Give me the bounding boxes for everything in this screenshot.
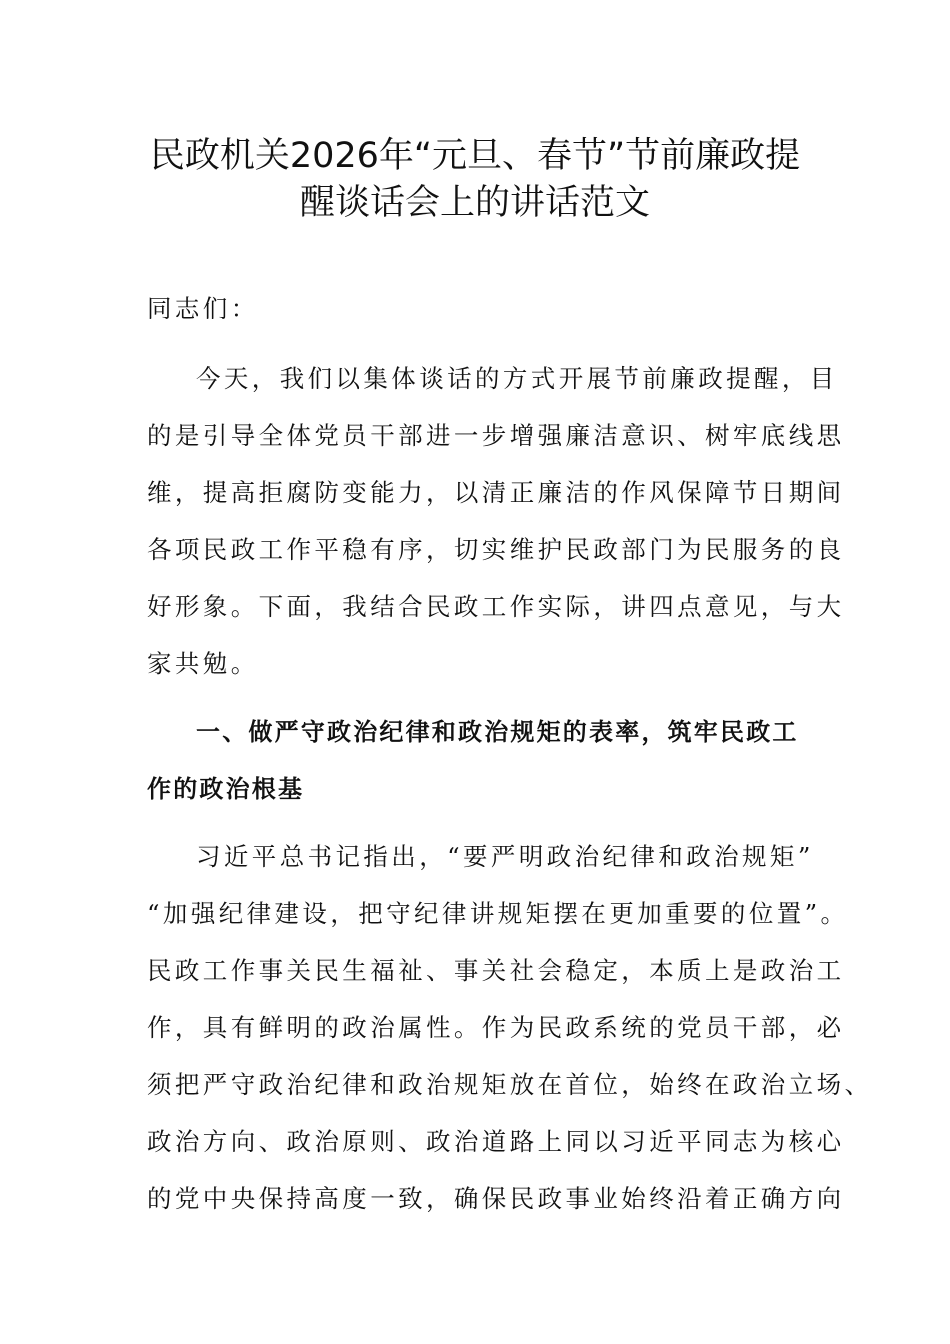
paragraph-2-line: 政治方向、政治原则、政治道路上同以习近平同志为核心 [147, 1127, 845, 1156]
paragraph-2-line: 作，具有鲜明的政治属性。作为民政系统的党员干部，必 [147, 1013, 845, 1042]
paragraph-2-line: 的党中央保持高度一致，确保民政事业始终沿着正确方向 [147, 1184, 845, 1213]
paragraph-1-line: 今天，我们以集体谈话的方式开展节前廉政提醒，目 [196, 364, 838, 393]
document-title-line-1: 民政机关2026年“元旦、春节”节前廉政提 [149, 136, 801, 176]
paragraph-2-line: 须把严守政治纪律和政治规矩放在首位，始终在政治立场、 [147, 1070, 873, 1099]
salutation: 同志们： [147, 294, 259, 323]
paragraph-2-line: 民政工作事关民生福祉、事关社会稳定，本质上是政治工 [147, 956, 845, 985]
section-heading-1-line: 一、做严守政治纪律和政治规矩的表率，筑牢民政工 [196, 718, 799, 746]
section-heading-1-line: 作的政治根基 [147, 775, 305, 803]
paragraph-1-line: 各项民政工作平稳有序，切实维护民政部门为民服务的良 [147, 535, 845, 564]
paragraph-1-line: 好形象。下面，我结合民政工作实际，讲四点意见，与大 [147, 592, 845, 621]
paragraph-1-line: 维，提高拒腐防变能力，以清正廉洁的作风保障节日期间 [147, 478, 845, 507]
paragraph-2-line: 习近平总书记指出，“要严明政治纪律和政治规矩” [196, 842, 814, 871]
paragraph-2-line: “加强纪律建设，把守纪律讲规矩摆在更加重要的位置”。 [147, 899, 849, 928]
document-title-line-2: 醒谈话会上的讲话范文 [299, 183, 650, 223]
paragraph-1-line: 家共勉。 [147, 649, 259, 678]
paragraph-1-line: 的是引导全体党员干部进一步增强廉洁意识、树牢底线思 [147, 421, 845, 450]
